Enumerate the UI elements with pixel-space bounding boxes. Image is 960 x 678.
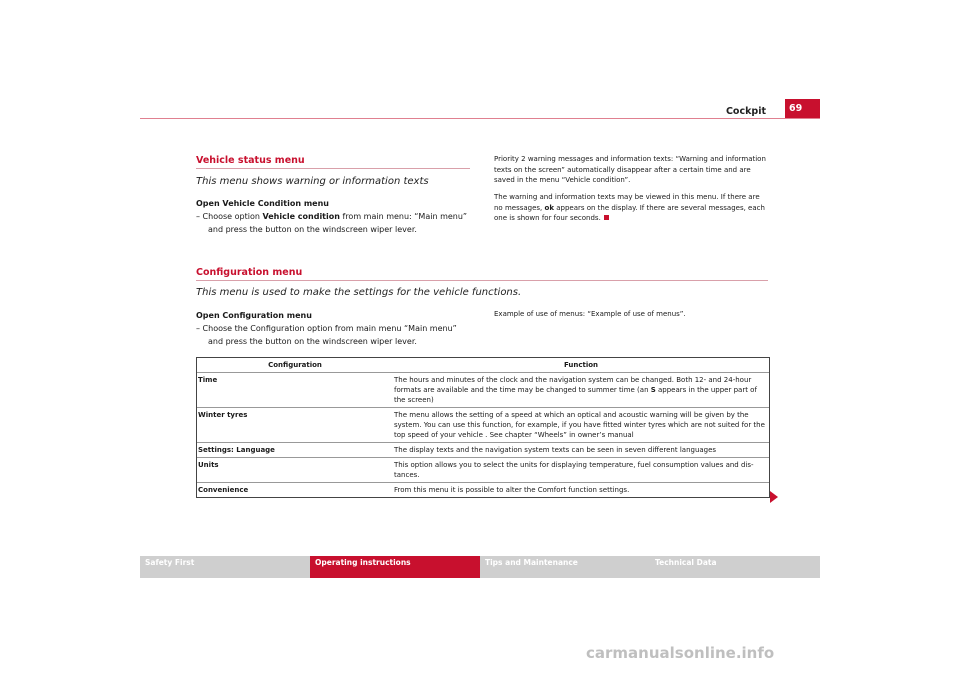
page-number: 69	[785, 99, 820, 118]
configuration-table	[196, 357, 770, 498]
desc-text-end: appears in the upper part of the screen)	[394, 386, 757, 404]
watermark: carmanualsonline.info	[586, 644, 775, 662]
para2-start: The warning and information texts may be viewed in this menu. If there are no messages,	[494, 193, 760, 212]
end-of-section-icon	[604, 215, 609, 220]
footer-tab-technical-data[interactable]: Technical Data	[650, 556, 820, 578]
configuration-title: Configuration menu	[196, 267, 303, 278]
table-row	[197, 407, 769, 442]
para2-end: appears on the display. If there are several messages, each one is shown for four seconds.	[494, 203, 765, 222]
desc-bold: S	[650, 386, 656, 394]
continue-arrow-icon	[770, 491, 778, 503]
step-bold-option: Vehicle condition	[262, 212, 340, 221]
step-rest: from main menu: “Main menu”	[339, 212, 468, 221]
header-rule	[140, 118, 820, 119]
vehicle-status-step-line2: and press the button on the windscreen wiper lever.	[208, 225, 417, 234]
table-header-function: Function	[563, 361, 599, 369]
table-cell-desc: This option allows you to select the units for displaying temperature, fuel consumption values and dis-tances.	[394, 461, 754, 479]
table-row	[197, 482, 769, 497]
table-row	[197, 372, 769, 407]
table-cell-desc: The menu allows the setting of a speed at which an optical and acoustic warning will be given by the system. You can use this function, for example, if you have fitted winter tyres which are not suited for the top speed of your vehicle . See chapter “Wheels” in owner’s manual	[394, 411, 765, 439]
vehicle-status-rule	[196, 168, 470, 169]
vehicle-status-step	[196, 211, 496, 223]
desc-text: The hours and minutes of the clock and the navigation system can be changed. Both 12- and 24-hour formats are available and the time may be changed to summer time (an	[394, 376, 752, 394]
configuration-step-line2: and press the button on the windscreen wiper lever.	[208, 337, 417, 346]
table-cell-desc: From this menu it is possible to alter the Comfort function settings.	[394, 486, 630, 494]
step-prefix: – Choose option	[196, 212, 263, 221]
footer-tab-operating-instructions[interactable]: Operating instructions	[310, 556, 480, 578]
configuration-subtitle: This menu is used to make the settings for the vehicle functions.	[196, 287, 522, 298]
configuration-open-heading: Open Configuration menu	[196, 311, 312, 320]
vehicle-status-title: Vehicle status menu	[196, 155, 305, 166]
configuration-step-line1: – Choose the Configuration option from main menu “Main menu”	[196, 324, 457, 333]
vehicle-status-open-heading: Open Vehicle Condition menu	[196, 199, 329, 208]
table-row	[197, 442, 769, 457]
priority-warning-paragraph: Priority 2 warning messages and information texts: “Warning and information texts on the screen” automatically disappear after a certain time and are saved in the menu “Vehicle condition”.	[494, 155, 766, 184]
table-cell-name: Convenience	[198, 486, 249, 494]
footer-tab-safety-first[interactable]: Safety First	[140, 556, 310, 578]
warning-texts-paragraph	[494, 192, 770, 224]
table-cell-desc: The display texts and the navigation system texts can be seen in seven different languages	[394, 446, 717, 454]
table-cell-name: Units	[198, 461, 219, 469]
table-header-row	[197, 358, 769, 372]
configuration-rule	[196, 280, 768, 281]
page-header-title: Cockpit	[725, 106, 766, 117]
table-cell-name: Winter tyres	[198, 411, 248, 419]
table-cell-desc	[393, 373, 769, 407]
table-cell-name: Time	[198, 376, 218, 384]
footer-tab-tips-maintenance[interactable]: Tips and Maintenance	[480, 556, 650, 578]
vehicle-status-subtitle: This menu shows warning or information texts	[196, 176, 429, 187]
table-cell-name: Settings: Language	[198, 446, 275, 454]
para2-ok: ok	[544, 203, 554, 212]
example-reference: Example of use of menus: “Example of use of menus”.	[494, 310, 686, 318]
table-header-configuration: Configuration	[268, 361, 322, 369]
table-row	[197, 457, 769, 482]
